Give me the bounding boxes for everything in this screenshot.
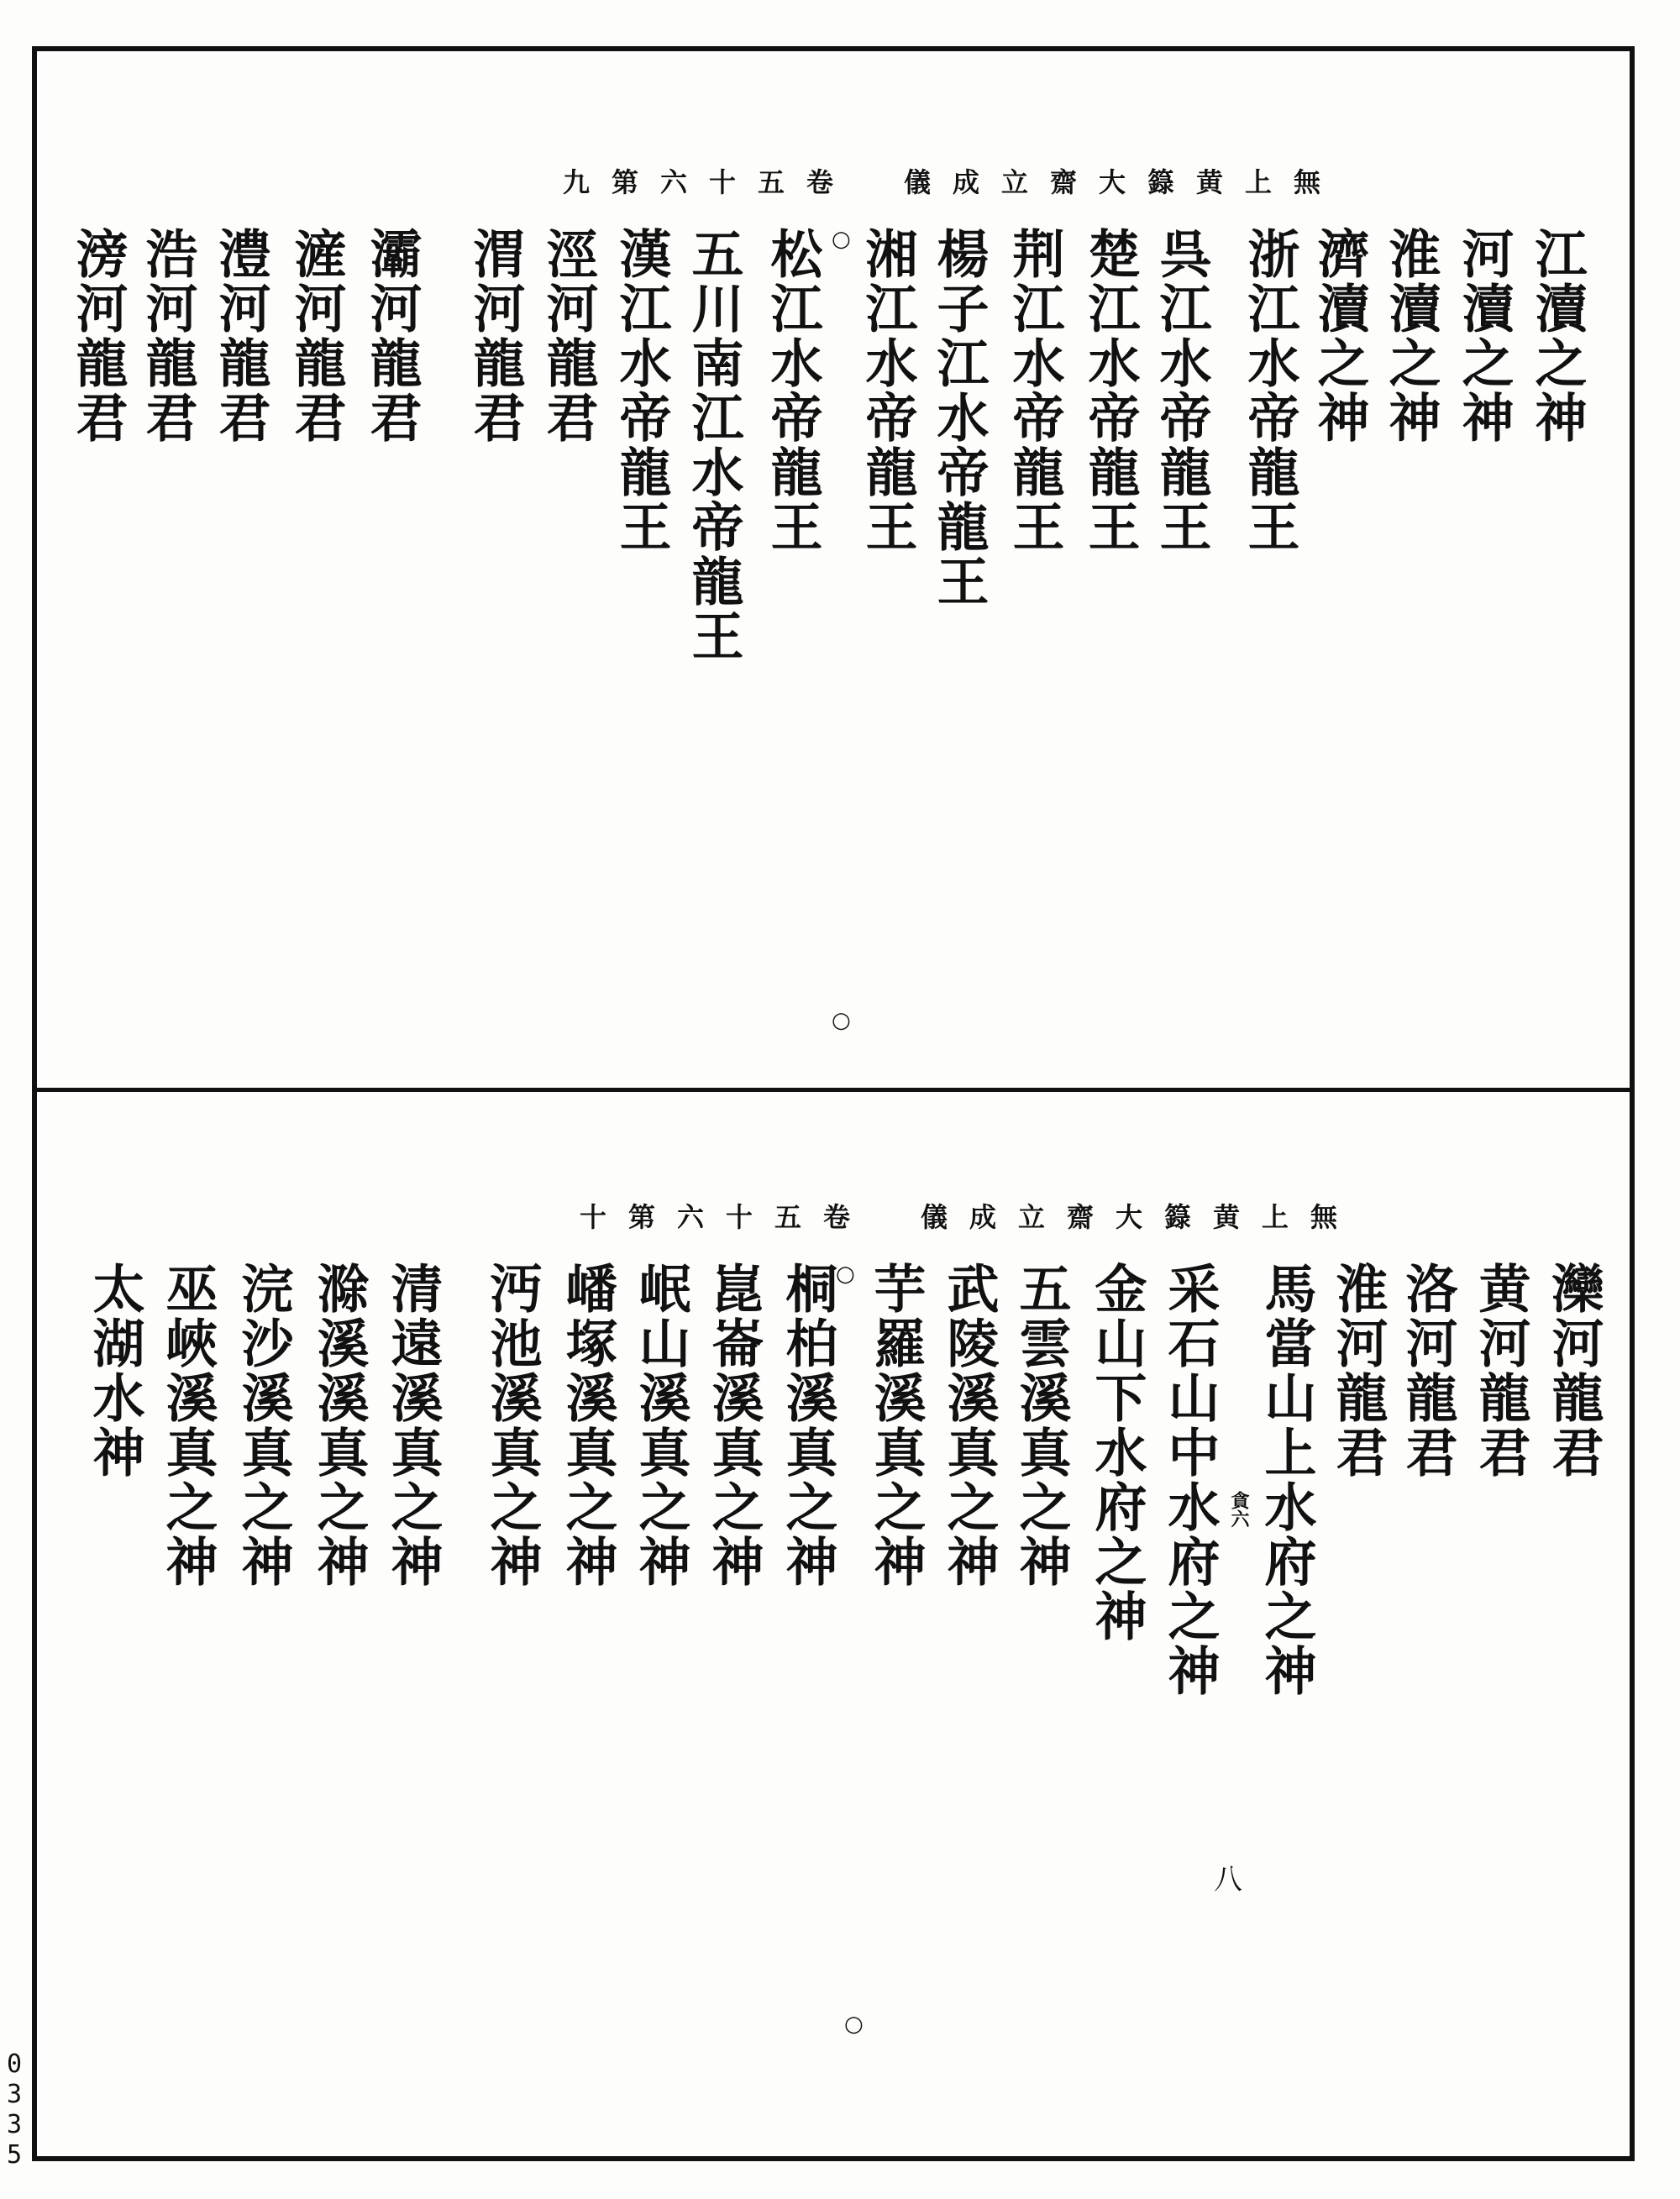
bottom-column-20: 太湖水神 [84, 1262, 145, 1480]
bottom-column-1: 灤河龍君 [1543, 1262, 1604, 1480]
top-column-10: 湘江水帝龍王 [857, 227, 918, 554]
page-number [2, 2049, 27, 2170]
top-column-7: 楚江水帝龍王 [1079, 227, 1141, 554]
top-column-6: 呉江水帝龍王 [1151, 227, 1212, 554]
top-column-8: 荆江水帝龍王 [1004, 227, 1065, 554]
half-divider [32, 1088, 1635, 1092]
bottom-column-16: 清遠溪真之神 [382, 1262, 444, 1589]
top-column-12: 五川南江水帝龍王 [683, 227, 744, 664]
top-column-9: 楊子江水帝龍王 [928, 227, 990, 609]
page-number-digit: 3 [6, 2110, 23, 2139]
bottom-column-6: 采石山中水府之神 [1159, 1262, 1221, 1698]
bottom-column-circle: ○ [836, 1262, 855, 1287]
bottom-column-13: 岷山溪真之神 [630, 1262, 691, 1589]
top-column-4: 濟瀆之神 [1309, 227, 1370, 445]
bottom-column-15: 沔池溪真之神 [481, 1262, 543, 1589]
top-column-18: 澧河龍君 [210, 227, 271, 445]
bottom-column-18: 浣沙溪真之神 [233, 1262, 294, 1589]
page-number-digit: 0 [6, 2049, 23, 2079]
top-column-11: 松江水帝龍王 [762, 227, 823, 554]
top-center-circle: ○ [832, 1008, 851, 1033]
bottom-column-11: 桐柏溪真之神 [777, 1262, 838, 1589]
bottom-column-17: 滁溪溪真之神 [308, 1262, 370, 1589]
top-column-3: 淮瀆之神 [1380, 227, 1441, 445]
bottom-column-14: 嶓塚溪真之神 [557, 1262, 618, 1589]
bottom-column-4: 淮河龍君 [1327, 1262, 1389, 1480]
bottom-column-2: 黄河龍君 [1470, 1262, 1531, 1480]
top-column-1: 江瀆之神 [1526, 227, 1588, 445]
bottom-column-19: 巫峽溪真之神 [157, 1262, 218, 1589]
bottom-running-header: 無上黄籙大齋立成儀 卷五十六第十 [580, 1201, 1360, 1233]
top-column-15: 渭河龍君 [465, 227, 526, 445]
top-column-5: 浙江水帝龍王 [1239, 227, 1300, 554]
top-column-16: 灞河龍君 [361, 227, 423, 445]
bottom-center-circle: ○ [844, 2012, 864, 2037]
top-column-2: 河瀆之神 [1453, 227, 1515, 445]
bottom-column-5: 馬當山上水府之神 [1256, 1262, 1317, 1698]
top-column-14: 涇河龍君 [538, 227, 599, 445]
top-column-19: 浩河龍君 [137, 227, 198, 445]
bottom-column-10: 芋羅溪真之神 [865, 1262, 927, 1589]
bottom-column-8: 五雲溪真之神 [1011, 1262, 1072, 1589]
bottom-column-7: 金山下水府之神 [1086, 1262, 1147, 1644]
top-column-20: 滂河龍君 [67, 227, 129, 445]
top-column-circle: ○ [832, 227, 851, 252]
folio-mark: 八 [1214, 1863, 1242, 1897]
top-column-13: 漢江水帝龍王 [611, 227, 672, 554]
bottom-column-9: 武陵溪真之神 [938, 1262, 1000, 1589]
top-column-17: 滻河龍君 [286, 227, 347, 445]
bottom-column-12: 崑崙溪真之神 [703, 1262, 764, 1589]
page-number-digit: 3 [6, 2080, 23, 2109]
top-running-header: 無上黄籙大齋立成儀 卷五十六第九 [563, 166, 1343, 198]
bottom-column-3: 洛河龍君 [1397, 1262, 1458, 1480]
page-number-digit: 5 [6, 2140, 23, 2170]
interlinear-note: 貪六 [1228, 1491, 1250, 1528]
